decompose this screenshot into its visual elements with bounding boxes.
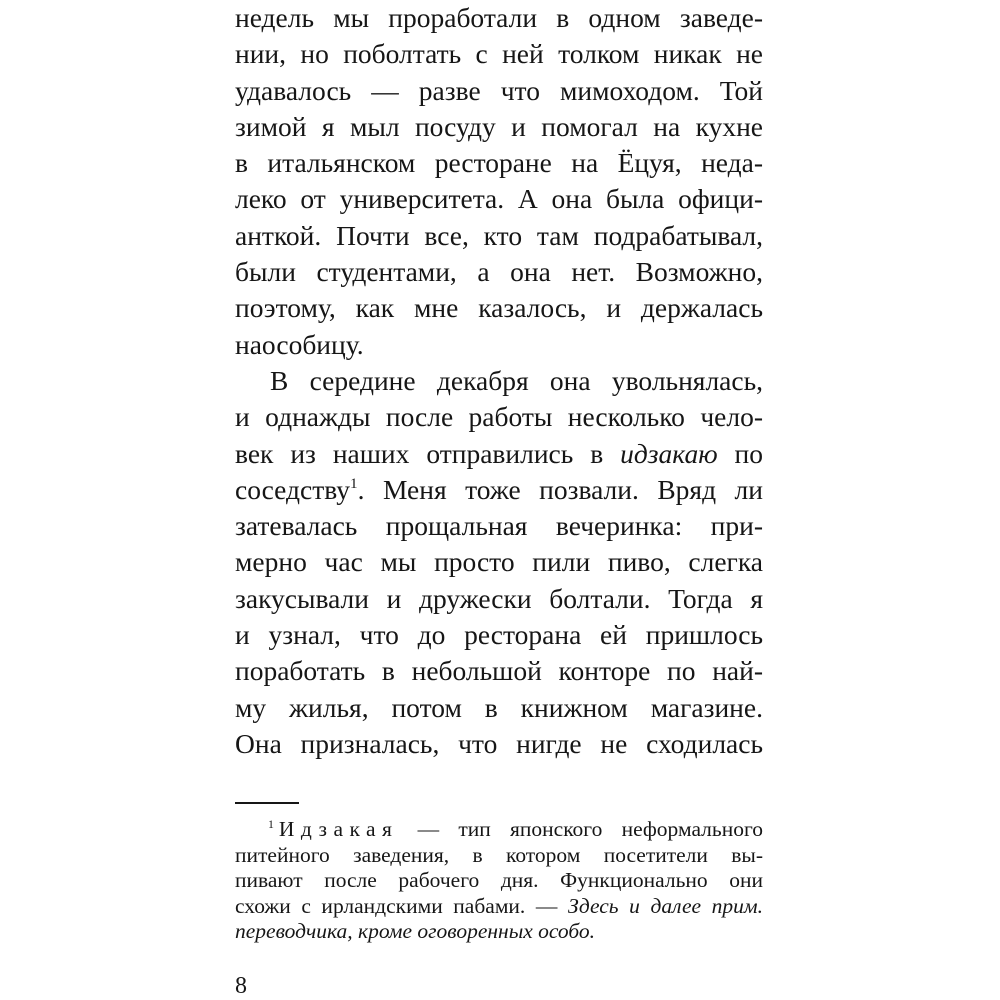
text-segment: — тип японского неформального <box>398 817 763 841</box>
text-line: удавалось — разве что мимоходом. Той <box>235 74 763 106</box>
text-segment: . Меня тоже позвали. Вряд ли <box>357 473 763 505</box>
text-line: затевалась прощальная вечеринка: при- <box>235 510 763 542</box>
text-line: леко от университета. А она была офици- <box>235 183 763 215</box>
text-line: анткой. Почти все, кто там подрабатывал, <box>235 219 763 251</box>
italic-term: идзакаю <box>620 437 718 469</box>
page-number: 8 <box>235 973 247 999</box>
text-line: му жилья, потом в книжном магазине. <box>235 691 763 723</box>
footnote-line <box>235 817 763 843</box>
footnote-rule <box>235 802 299 804</box>
text-line: поэтому, как мне казалось, и держалась <box>235 292 763 324</box>
footnote-line: пивают после рабочего дня. Функционально они <box>235 868 763 892</box>
text-line: недель мы проработали в одном заведе- <box>235 2 763 33</box>
text-line <box>235 472 763 508</box>
text-segment: схожи с ирландскими пабами. — <box>235 893 568 918</box>
text-line: поработать в небольшой конторе по най- <box>235 655 763 687</box>
text-segment: соседству <box>235 473 351 505</box>
footnote-term: Идзакая <box>278 817 399 841</box>
footnote-line <box>235 919 763 945</box>
footnote-marker: 1 <box>268 816 274 831</box>
text-line: наособицу. <box>235 328 364 360</box>
text-line <box>235 436 763 472</box>
text-segment: по <box>717 437 763 469</box>
italic-note: переводчика, кроме оговоренных особо. <box>235 919 596 943</box>
text-line: В середине декабря она увольнялась, <box>270 364 763 396</box>
text-line: и однажды после работы несколько чело- <box>235 401 763 433</box>
text-line: зимой я мыл посуду и помогал на кухне <box>235 110 763 142</box>
paragraph-2 <box>235 363 763 762</box>
main-text <box>235 0 763 762</box>
text-line: и узнал, что до ресторана ей пришлось <box>235 619 763 651</box>
text-segment: век из наших отправились в <box>235 437 621 469</box>
text-line: в итальянском ресторане на Ёцуя, неда- <box>235 147 763 179</box>
text-line: Она призналась, что нигде не сходилась <box>235 727 763 759</box>
italic-note: Здесь и далее прим. <box>567 893 763 918</box>
text-line: были студентами, а она нет. Возможно, <box>235 256 763 288</box>
footnote-line: питейного заведения, в котором посетители вы- <box>235 842 763 867</box>
footnote-line <box>235 894 763 920</box>
paragraph-1 <box>235 0 763 363</box>
text-line: нии, но поболтать с ней толком никак не <box>235 38 763 70</box>
text-line: мерно час мы просто пили пиво, слегка <box>235 546 763 578</box>
footnote <box>235 817 763 945</box>
text-line: закусывали и дружески болтали. Тогда я <box>235 582 763 614</box>
footnote-ref: 1 <box>350 476 358 493</box>
